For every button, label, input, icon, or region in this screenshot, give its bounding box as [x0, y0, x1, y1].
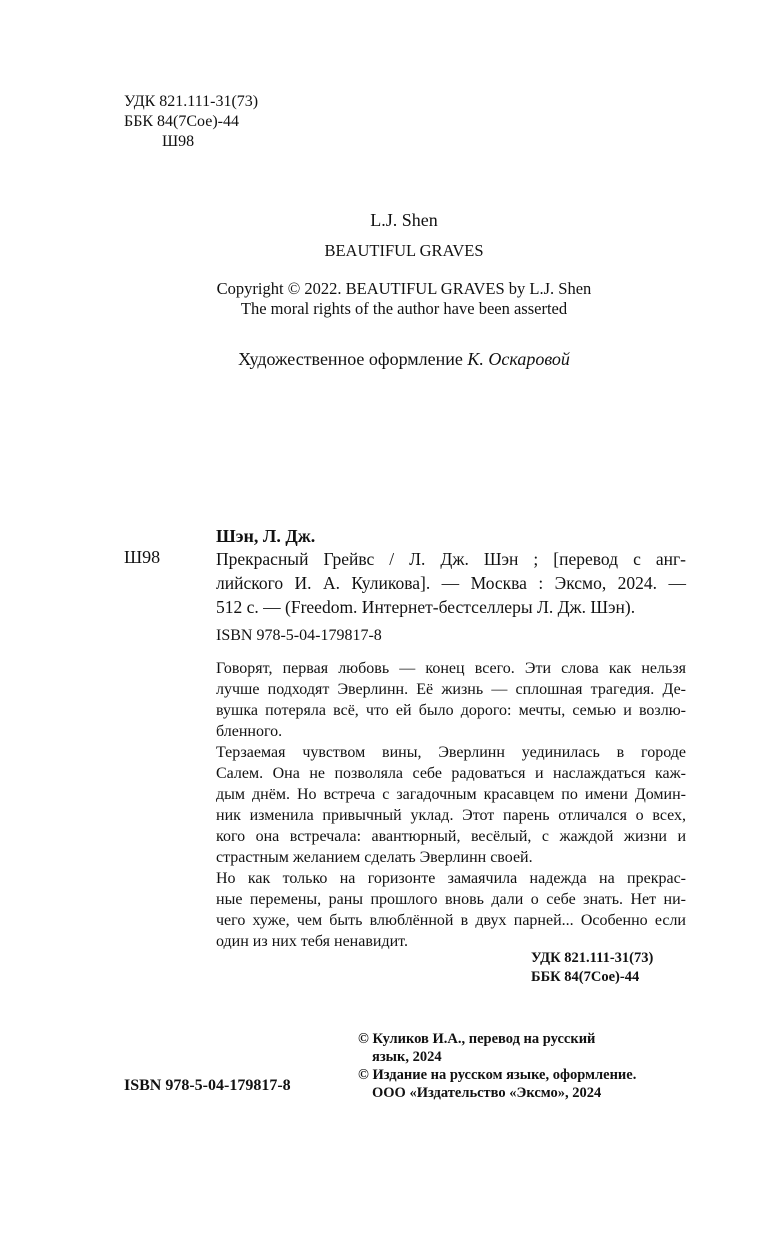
- edition-copyright: © Издание на русском языке, оформление.: [358, 1067, 637, 1083]
- translation-copyright-cont: язык, 2024: [372, 1049, 442, 1065]
- translation-copyright: © Куликов И.А., перевод на русский: [358, 1031, 596, 1047]
- description-line: лийского И. А. Куликова]. — Москва : Эксмо, 2024. —: [216, 573, 686, 593]
- description-line: Прекрасный Грейвс / Л. Дж. Шэн ; [перевод с анг-: [216, 549, 686, 569]
- isbn-bold: ISBN 978-5-04-179817-8: [124, 1077, 291, 1094]
- annotation-line: ные перемены, раны прошлого вновь дали о себе знать. Нет ни-: [216, 891, 686, 908]
- original-copyright: Copyright © 2022. BEAUTIFUL GRAVES by L.J. Shen: [216, 279, 592, 298]
- catalog-author-heading: Шэн, Л. Дж.: [216, 526, 316, 546]
- copyright-notices: [358, 1030, 636, 1102]
- udk-code: УДК 821.111-31(73): [124, 93, 259, 110]
- author-sign: Ш98: [162, 133, 195, 150]
- original-title: BEAUTIFUL GRAVES: [324, 241, 484, 260]
- designer-name: К. Оскаровой: [467, 349, 570, 369]
- annotation-line: Говорят, первая любовь — конец всего. Эти слова как нельзя: [216, 660, 686, 677]
- annotation-line: чего хуже, чем быть влюблённой в двух парней... Особенно если: [216, 912, 686, 929]
- catalog-description: [216, 547, 686, 619]
- annotation-line: дым днём. Но встреча с загадочным красавцем по имени Домин-: [216, 786, 686, 803]
- description-line: 512 с. — (Freedom. Интернет-бестселлеры Л. Дж. Шэн).: [216, 597, 636, 617]
- annotation-line: кого она встречала: авантюрный, весёлый, с жаждой жизни и: [216, 828, 686, 845]
- annotation-line: один из них тебя ненавидит.: [216, 933, 408, 950]
- bottom-classification-codes: [531, 949, 653, 987]
- annotation-line: ник изменила привычный уклад. Этот парень отличался о всех,: [216, 807, 686, 824]
- edition-copyright-cont: ООО «Издательство «Эксмо», 2024: [372, 1085, 602, 1101]
- annotation-line: вушка потеряла всё, что ей было дорого: мечты, семью и возлю-: [216, 702, 686, 719]
- classification-codes: [124, 92, 258, 152]
- annotation-line: Салем. Она не позволяла себе радоваться и наслаждаться каж-: [216, 765, 686, 782]
- design-label: Художественное оформление: [238, 349, 463, 369]
- moral-rights: The moral rights of the author have been asserted: [240, 299, 568, 318]
- design-credit: [0, 349, 768, 370]
- annotation-line: Но как только на горизонте замаячила надежда на прекрас-: [216, 870, 686, 887]
- annotation: [216, 658, 686, 952]
- bbk-code: ББК 84(7Сое)-44: [124, 113, 239, 130]
- bottom-udk-code: УДК 821.111-31(73): [531, 950, 654, 966]
- annotation-line: лучше подходят Эверлинн. Её жизнь — сплошная трагедия. Де-: [216, 681, 686, 698]
- annotation-line: бленного.: [216, 723, 283, 740]
- annotation-line: страстным желанием сделать Эверлинн своей.: [216, 849, 533, 866]
- bottom-bbk-code: ББК 84(7Сое)-44: [531, 969, 640, 985]
- annotation-line: Терзаемая чувством вины, Эверлинн уединилась в городе: [216, 744, 686, 761]
- catalog-isbn: ISBN 978-5-04-179817-8: [216, 627, 382, 644]
- catalog-author-sign: Ш98: [124, 547, 161, 567]
- original-author: L.J. Shen: [370, 210, 438, 230]
